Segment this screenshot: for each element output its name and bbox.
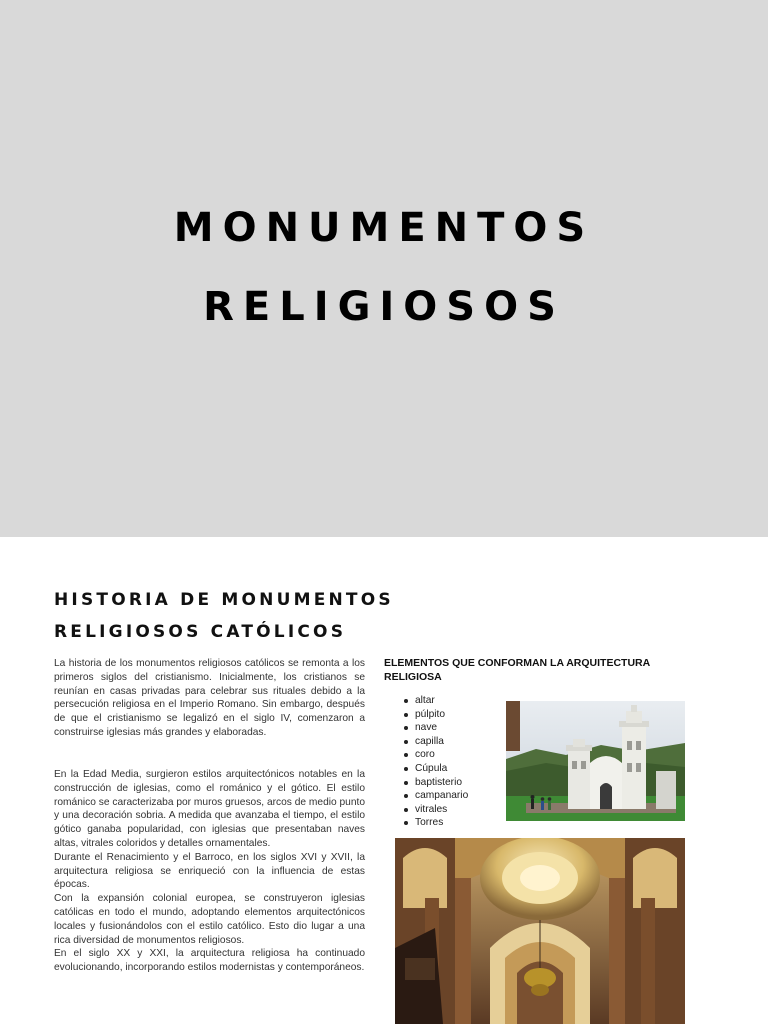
cover-title-line-2: RELIGIOSOS	[203, 284, 565, 330]
list-item-label: Torres	[415, 817, 444, 829]
list-item	[402, 776, 468, 790]
bullet-icon	[404, 808, 408, 812]
list-item	[402, 816, 468, 830]
elements-heading: ELEMENTOS QUE CONFORMAN LA ARQUITECTURA RELIGIOSA	[384, 657, 650, 683]
church-interior-photo	[395, 838, 685, 1024]
list-item-label: púlpito	[415, 708, 446, 720]
history-paragraph-2	[54, 768, 365, 975]
history-heading-line-2: RELIGIOSOS CATÓLICOS	[54, 622, 347, 642]
history-paragraph-2-line: En la Edad Media, surgieron estilos arquitectónicos notables en la construcción de iglesias, como el románico y el gótico. El estilo románico se caracterizaba por muros gruesos, arcos de medio punto y una decoración sobria. A medida que avanzaba el tiempo, el estilo gótico ganaba popularidad, con iglesias que presentaban naves altas, vitrales coloridos y detalles ornamentales.	[54, 769, 365, 849]
church-interior-illustration	[395, 838, 685, 1024]
list-item	[402, 748, 468, 762]
list-item	[402, 803, 468, 817]
list-item	[402, 708, 468, 722]
list-item	[402, 694, 468, 708]
bullet-icon	[404, 753, 408, 757]
elements-list	[402, 694, 468, 830]
list-item-label: baptisterio	[415, 776, 463, 788]
church-exterior-illustration	[506, 701, 685, 821]
list-item	[402, 762, 468, 776]
list-item	[402, 735, 468, 749]
list-item	[402, 789, 468, 803]
history-heading-line-1: HISTORIA DE MONUMENTOS	[54, 590, 394, 610]
history-paragraph-2-line: Durante el Renacimiento y el Barroco, en los siglos XVI y XVII, la arquitectura religiosa se enriqueció con la influencia de estas épocas.	[54, 851, 365, 891]
bullet-icon	[404, 740, 408, 744]
history-paragraph-1-text: La historia de los monumentos religiosos católicos se remonta a los primeros siglos del cristianismo. Inicialmente, los cristianos se reunían en casas privadas para celebrar sus rituales debido a la persecución religiosa en el Imperio Romano. Sin embargo, después de que el cristianismo se legalizó en el siglo IV, comenzaron a construirse iglesias más grandes y elaboradas.	[54, 658, 365, 738]
bullet-icon	[404, 699, 408, 703]
list-item-label: campanario	[415, 790, 469, 802]
list-item-label: coro	[415, 749, 435, 761]
bullet-icon	[404, 767, 408, 771]
church-exterior-photo	[506, 701, 685, 821]
bullet-icon	[404, 781, 408, 785]
bullet-icon	[404, 726, 408, 730]
list-item-label: altar	[415, 695, 435, 706]
bullet-icon	[404, 794, 408, 798]
list-item-label: capilla	[415, 735, 444, 747]
list-item-label: Cúpula	[415, 762, 448, 774]
history-paragraph-1	[54, 657, 365, 740]
list-item-label: nave	[415, 722, 438, 734]
history-paragraph-2-line: Con la expansión colonial europea, se construyeron iglesias católicas en todo el mundo, adoptando elementos arquitectónicos locales y fusionándolos con el estilo católico. Esto dio lugar a una rica diversidad de monumentos religiosos.	[54, 893, 365, 946]
cover-title-line-1: MONUMENTOS	[173, 205, 595, 251]
bullet-icon	[404, 713, 408, 717]
history-paragraph-2-line: En el siglo XX y XXI, la arquitectura religiosa ha continuado evolucionando, incorporando estilos modernistas y contemporáneos.	[54, 948, 365, 974]
bullet-icon	[404, 821, 408, 825]
list-item	[402, 721, 468, 735]
list-item-label: vitrales	[415, 803, 448, 815]
